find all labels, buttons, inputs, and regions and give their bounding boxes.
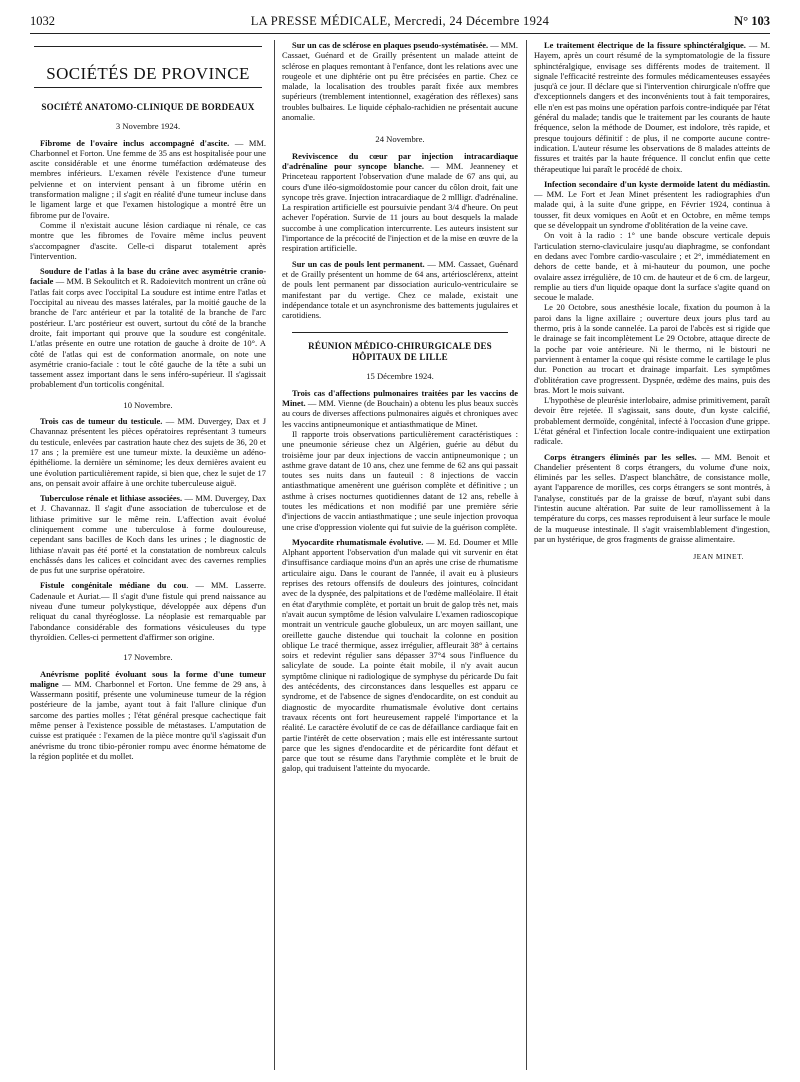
section-title: SOCIÉTÉS DE PROVINCE — [46, 64, 250, 83]
article-title: Soudure de l'atlas à la base du crâne avec asymétrie cranio-faciale — [30, 266, 266, 287]
article-title: Trois cas d'affections pulmonaires traitées par les vaccins de Minet. — [282, 387, 518, 409]
article-paragraph: Comme il n'existait aucune lésion cardiaque ni rénale, ce cas montre que les fibromes de l'ovaire même inclus peuvent s'accompagner d'ascite. Celle-ci disparut totalement après l'intervention. — [30, 219, 266, 261]
article-body: — MM. Duvergey, Dax et J Chavannaz présentent les pièces opératoires représentant 3 tumeurs du testicule, enlevées par castration haute chez des sujets de 36, 20 et 17 ans ; la première est une tumeur mixte. la deuxième un adéno-épithéliome. la dernière un séminome; les deux dernières avaient eu une évolution particulièrement rapide, si bien que, chez le sujet de 17 ans, on pensait avoir affaire à une orchite tuberculeuse aiguë. — [30, 416, 266, 488]
article-body: — MM. Benoit et Chandelier présentent 8 corps étrangers, du volume d'une noix, éliminés par les selles. D'aspect blanchâtre, de consistance molle, ayant l'apparence de morilles, ces corps étrangers se sont montrés, à l'analyse, constitués par de la graisse de bœuf, n'ayant subi dans l'intestin aucune altération. Par suite de leur ramollissement à la température du corps, ces masses reproduisent à leur surface le moule de la muqueuse intestinale. Il s'agit vraisemblablement d'ingestion, par un hystérique, de gros fragments de graisse alimentaire. — [534, 451, 770, 544]
session-date: 24 Novembre. — [375, 134, 425, 145]
article-body: — MM. Jeanneney et Princeteau rapportent l'observation d'une malade de 67 ans qui, au cours d'une iléo-sigmoïdostomie pour cancer du côlon droit, fait une syncope très grave. Injection intracardiaque de 2 mllligr. d'adrénaline. La respiration artificielle est poursuivie pendant 3/4 d'heure. On peut achever l'opération. Survie de 11 jours au bout desquels la malade succombe à une complication intercurrente. Les auteurs insistent sur l'importance de la précocité de l'injection et de la mise en œuvre de la respiration artificielle. — [282, 160, 518, 254]
article-paragraph: On voit à la radio : 1° une bande obscure verticale depuis l'articulation sterno-claviculaire jusqu'au diaphragme, se confondant en dedans avec l'ombre cardio-vasculaire ; et 2°, immédiatement en dehors de cette bande, et à mi-hauteur du poumon, une poche ovalaire assez irrégulière, de 10 cm. de hauteur et de 6 cm. de largeur, remplie au tiers d'un liquide opaque dont la surface s'agite quand on secoue le malade. — [534, 230, 770, 303]
column-2 — [282, 40, 518, 1070]
article-body: — MM. Charbonnel et Forton. Une femme de 35 ans est hospitalisée pour une ascite considérable et une énorme tuméfaction œdémateuse des membres inférieurs. L'examen révèle l'existence d'une tumeur pelvienne et on intervient pensant à un fibrome utérin en transformation maligne ; il s'agit en réalité d'une tumeur incluse dans le ligament large et que l'examen histologique a montré être un fibrome pur de l'ovaire. — [30, 137, 266, 220]
article-body: — MM. Cassaet, Guénard et de Grailly présentent un malade atteint de sclérose en plaques remontant à l'enfance, dont les relations avec une rougeole et une diphtérie ont pu être précisées en partie. Chez ce malade, la localisation des troubles paraît fixée aux membres supérieurs (tremblement intentionnel, exagération des réflexes) sans troubles bulbaires. Le liquide céphalo-rachidien ne présentait aucune anomalie. — [282, 40, 518, 123]
article-title: Fistule congénitale médiane du cou — [40, 580, 187, 591]
article — [30, 580, 266, 642]
article — [30, 493, 266, 575]
society-heading: SOCIÉTÉ ANATOMO-CLINIQUE DE BORDEAUX — [41, 102, 255, 113]
session-date: 3 Novembre 1924. — [115, 121, 181, 132]
article — [282, 388, 518, 429]
article-title: Myocardite rhumatismale évolutive. — [292, 536, 424, 547]
title-rule — [34, 87, 262, 88]
article — [30, 669, 266, 762]
society-heading: RÉUNION MÉDICO-CHIRURGICALE DES HÔPITAUX DE LILLE — [308, 341, 492, 363]
title-rule — [34, 46, 262, 47]
section-rule — [292, 332, 508, 333]
article — [30, 416, 266, 488]
article-body: — MM. Duvergey, Dax et J. Chavannaz. Il s'agit d'une association de tuberculose et de lithiase primitive sur le même rein. L'affection avait évolué cliniquement comme une tuberculose à forme douloureuse, cependant sans bacilles de Koch dans les urines ; le diagnostic de lithiase n'avait pas été porté et la constatation de nombreux calculs enchâssés dans les calices et coïncidant avec des cavernes remplies de pus fut une surprise opératoire. — [30, 493, 266, 576]
article-body: — MM. Le Fort et Jean Minet présentent les radiographies d'un malade qui, à la suite d'une grippe, en Février 1924, continua à tousser, fit deux vomiques en Août et en Octobre, en même temps que se développait un syndrome d'oblitération de la veine cave. — [534, 189, 770, 231]
column-divider — [526, 40, 527, 1070]
article-paragraph: Le 20 Octobre, sous anesthésie locale, fixation du poumon à la paroi dans la ligne axillaire ; ouverture deux jours plus tard au thermo, pris à la sonde cannelée. La paroi de l'abcès est si rigide que le drainage se fait incomplètement Le 29 Octobre, attaque directe de la poche par voie antérieure. Ni le thermo, ni le bistouri ne parviennent à entamer la coque qui résiste comme le cartilage le plus dur. Ponction au trocart et drainage imparfait. Les symptômes d'oblitération cave progressent. Dyspnée, œdème des mains, puis des bras. Mort le mois suivant. — [534, 302, 770, 395]
article-title: Fibrome de l'ovaire inclus accompagné d'ascite. — [40, 137, 230, 148]
article — [282, 537, 518, 774]
session-date: 10 Novembre. — [123, 399, 173, 410]
article-body: — MM. Vienne (de Bouchain) a obtenu les plus beaux succès au cours de diverses affections pulmonaires aiguës et chroniques avec les vaccins antipneumonique et antiasthmatique de Minet. — [282, 398, 518, 429]
article — [282, 259, 518, 321]
article-body: — MM. Cassaet, Guénard et de Grailly présentent un homme de 64 ans, artériosclérenx, atteint de pouls lent permanent par dissociation auriculo-ventriculaire se manifestant par du vertige. Chez ce malade, existait une indépendance totale et un asynchronisme des battements jugulaires et carotidiens. — [282, 258, 518, 321]
article-body: — MM. Charbonnel et Forton. Une femme de 29 ans, à Wassermann positif, présente une volumineuse tumeur de la région postérieure de la jambe, ayant tout à fait l'allure clinique d'un sarcome des parties molles ; l'état général presque cachectique fait même penser à l'existence possible de métastases. L'amputation de cuisse est pratiquée : l'examen de la pièce montre qu'il s'agissait d'un anévrisme du tronc tibio-péronier rompu avec énorme hématome de la région poplitée et du mollet. — [30, 678, 266, 761]
article-title: Tuberculose rénale et lithiase associées. — [40, 493, 183, 504]
article-title: Corps étrangers éliminés par les selles. — [544, 451, 697, 462]
article-title: Sur un cas de pouls lent permanent. — [292, 258, 425, 269]
article-title: Le traitement électrique de la fissure sphinctéralgique. — [544, 40, 746, 50]
article-title: Trois cas de tumeur du testicule. — [40, 416, 163, 427]
article-body: — M. Ed. Doumer et Mlle Alphant apportent l'observation d'un malade qui vit survenir en état d'insuffisance cardiaque moins d'un an après une crise de rhumatisme articulaire aigu. Dans le courant de l'année, il avait eu à plusieurs reprises des retours offensifs de douleurs des jointures, coïncidant avec de la dyspnée, des palpitations et de l'œdème malléolaire. Il était en état d'arythmie complète, et portait un bruit de galop très net, mais n'avait aucun symptôme de lésion valvulaire L'examen radioscopique montrait un ventricule gauche globuleux, un arc moyen saillant, une oreillette gauche distendue qui touchait la colonne en position oblique Le tracé thermique, assez irrégulier, affleurait 38° à certains soirs et redevint régulier sans dépasser 37°4 sous l'influence du salicylate de soude. La pointe était mobile, il n'y avait aucun symptôme clinique ni radiologique de symphyse du péricarde Du fait des antécédents, des circonstances dans lesquelles est apparu ce syndrome, et de l'absence de signes d'endocardite, on est conduit au diagnostic de myocardite rhumatismale évolutive dont certains travaux récents ont fort heureusement rappelé l'importance et la réalité. Le caractère évolutif de ce cas de défaillance cardiaque fait en partie l'intérêt de cette observation ; mais elle est intéressante surtout parce que les signes d'endocardite et de péricardite font défaut et parce que tout se résume dans l'arythmie complète et le bruit de galop, qui traduisent l'atteinte du myocarde. — [282, 536, 518, 774]
article — [534, 40, 770, 174]
article-body: — M. Hayem, après un court résumé de la symptomatologie de la fissure sphinctéralgique, envisage ses différents modes de traitement. Il signale l'efficacité restreinte des formules médicamenteuses essayées jusqu'à ce jour. Il déclare que si l'intervention chirurgicale n'offre que d'exceptionnels dangers et des inconvénients tout à fait temporaires, elle n'en est pas moins une opération parfois contre-indiquée par l'état général du malade; tandis que le traitement par les courants de haute fréquence, selon la méthode de Doumer, est indolore, très rapide, et presque toujours définitif : de plus, il ne comporte aucune contre-indication. L'auteur résume les observations de 8 malades atteints de fissures et traités par la haute fréquence. Il conclut enfin que cette thérapeutique lui paraît le procédé de choix. — [534, 40, 770, 174]
page-number: 1032 — [30, 14, 55, 28]
article-paragraph: L'hypothèse de pleurésie interlobaire, admise primitivement, paraît devoir être rejetée. Il s'agissait, sans doute, d'un kyste calcifié, probablement dermoïde, congénital, infecté à l'occasion d'une grippe. L'état général et l'infection locale contre-indiquaient une extirpation radicale. — [534, 395, 770, 447]
article-title: Sur un cas de sclérose en plaques pseudo-systématisée. — [292, 40, 489, 50]
author-signature: JEAN MINET. — [693, 552, 744, 562]
article-title: Infection secondaire d'un kyste dermoïde latent du médiastin. — [544, 178, 770, 189]
article — [30, 266, 266, 390]
column-divider — [274, 40, 275, 1070]
session-date: 15 Décembre 1924. — [366, 371, 434, 382]
column-3 — [534, 40, 770, 1070]
running-head — [30, 14, 770, 32]
header-rule — [30, 33, 770, 34]
article — [282, 151, 518, 254]
article-body: — MM. B Sekoulitch et R. Radoievitch montrent un crâne où l'atlas fait corps avec l'occipital La soudure est intime entre l'atlas et l'occipital au niveau des masses latérales, par la moitié gauche de la branche de l'arc antérieur et par la totalité de la branche de l'arc postérieur. L'arc postérieur est ouvert, surtout du côté de la branche droite, fait important qui prouve que la soudure est congénitale. L'atlas présente en outre une rotation de gauche à droite de 10°. A côté de l'atlas qui est de conformation anormale, on note une asymétrie cranio-faciale : tout le côté gauche de la tête a subi un tassement assez important dans le sens inféro-supérieur. Il s'agissait probablement d'un torticolis congénital. — [30, 276, 266, 390]
article — [534, 452, 770, 545]
article — [282, 40, 518, 122]
article — [30, 138, 266, 220]
column-1 — [30, 40, 266, 1070]
journal-title: LA PRESSE MÉDICALE, Mercredi, 24 Décembre 1924 — [250, 14, 550, 28]
article-title: Anévrisme poplité évoluant sous la forme d'une tumeur maligne — [30, 668, 266, 689]
session-date: 17 Novembre. — [123, 652, 173, 663]
article-body: . — MM. Lasserre. Cadenaule et Auriat.— Il s'agit d'une fistule qui prend naissance au niveau d'une tumeur polykystique, développée aux dépens d'un reliquat du canal thyréoglosse. La néoplasie est remarquable par l'abondance considérable des formations vésiculeuses du type thyroïdien. Celles-ci permettent d'affirmer son origine. — [30, 580, 266, 642]
article-title: Reviviscence du cœur par injection intracardiaque d'adrénaline pour syncope blanche. — [282, 150, 518, 171]
article-paragraph: Il rapporte trois observations particulièrement caractéristiques : une pneumonie sérieuse chez un Algérien, guérie au début du troisième jour par deux injections de vaccin antipneumonique ; un asthme grave datant de 10 ans, chez une femme de 62 ans qui passait toutes ses nuits dans un fauteuil : 8 injections de vaccin antiasthmatique amenèrent une guérison complète et définitive ; un asthme à crises nocturnes quotidiennes datant de 12 ans, rebelle à toutes les médications et non modifié par une première série d'injections de vaccin antiasthmatique ; une seule injection provoqua une crise d'oppression violente qui fut suivie de la guérison complète. — [282, 428, 518, 532]
article — [534, 179, 770, 230]
issue-number: N° 103 — [734, 14, 770, 28]
